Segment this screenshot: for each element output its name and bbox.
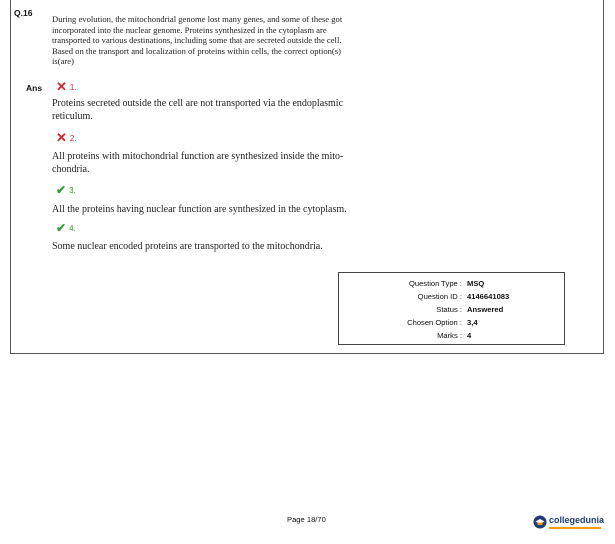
page-number: Page 18/70 — [287, 515, 326, 524]
info-chosen-option: Chosen Option : 3,4 — [407, 318, 478, 327]
check-icon: ✔ — [56, 183, 67, 197]
logo-wordmark: collegedunia — [549, 516, 604, 529]
option-line: chondria. — [52, 164, 90, 175]
option-4-marker — [56, 223, 76, 233]
info-question-id: Question ID : 4146641083 — [417, 292, 510, 301]
question-info-box — [338, 272, 565, 345]
option-1-marker — [56, 79, 77, 94]
option-line: Proteins secreted outside the cell are not transported via the endoplasmic — [52, 98, 344, 109]
option-line: All proteins with mitochondrial function are synthesized inside the mito- — [52, 151, 344, 162]
option-3-text — [52, 203, 432, 216]
option-2-text — [52, 150, 432, 176]
option-line: reticulum. — [52, 111, 93, 122]
option-number: 4. — [69, 223, 76, 233]
option-2-marker — [56, 130, 77, 145]
info-marks: Marks : 4 — [437, 331, 472, 340]
logo-tagline-bar — [549, 527, 601, 529]
question-line: transported to various destinations, including some that are secreted outside the cell. — [52, 35, 342, 46]
cross-icon: ✕ — [56, 79, 67, 94]
option-line: All the proteins having nuclear function are synthesized in the cytoplasm. — [52, 204, 347, 215]
ans-label: Ans — [26, 83, 43, 93]
info-question-type: Question Type : MSQ — [408, 279, 485, 288]
option-number: 1. — [69, 82, 77, 92]
check-icon: ✔ — [56, 221, 67, 235]
question-line: incorporated into the nuclear genome. Proteins synthesized in the cytoplasm are — [52, 24, 327, 35]
question-text — [52, 14, 422, 67]
option-number: 2. — [69, 133, 77, 143]
option-number: 3. — [69, 185, 76, 195]
question-line: Based on the transport and localization of proteins within cells, the correct option(s) — [52, 45, 342, 56]
question-number: Q.16 — [14, 8, 33, 18]
option-3-marker — [56, 185, 76, 195]
question-line: During evolution, the mitochondrial genome lost many genes, and some of these got — [52, 14, 343, 24]
option-1-text — [52, 97, 432, 123]
option-4-text — [52, 240, 432, 253]
cross-icon: ✕ — [56, 130, 67, 145]
collegedunia-logo[interactable] — [533, 515, 604, 529]
option-line: Some nuclear encoded proteins are transported to the mitochondria. — [52, 241, 323, 252]
graduation-cap-icon — [533, 515, 547, 529]
question-line: is(are) — [52, 56, 74, 67]
info-status: Status : Answered — [436, 305, 504, 314]
